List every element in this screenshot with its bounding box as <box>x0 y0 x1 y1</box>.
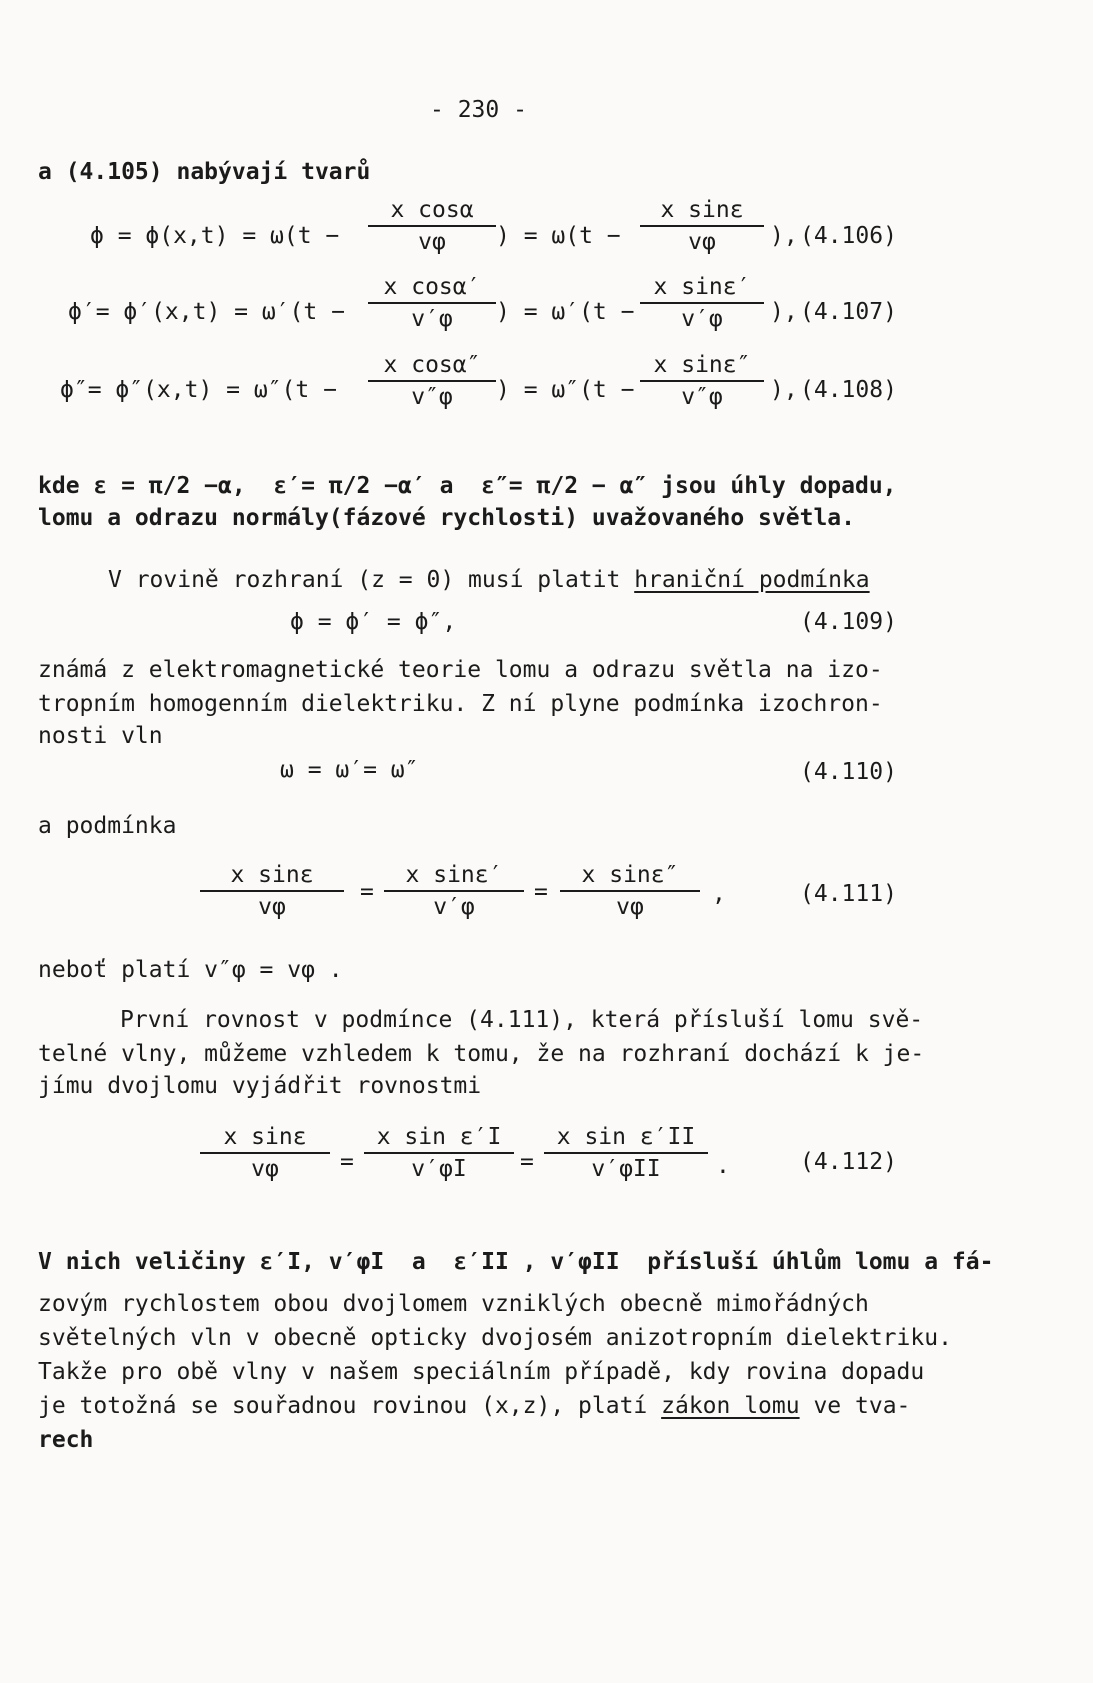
eq111-number: (4.111) <box>800 881 897 907</box>
eq110-expression: ω = ω′= ω″ <box>280 757 419 783</box>
eq112-f3-numerator: x sin ε′II <box>556 1124 696 1150</box>
eq109-expression: ϕ = ϕ′ = ϕ″, <box>290 609 457 635</box>
nebot-line: neboť platí v″φ = vφ . <box>38 957 343 983</box>
eq107-f1-numerator: x cosα′ <box>383 274 481 300</box>
prvni-line-3: jímu dvojlomu vyjádřit rovnostmi <box>38 1073 482 1099</box>
znama-line-1: známá z elektromagnetické teorie lomu a odrazu světla na izo- <box>38 657 883 683</box>
eq108-f2-numerator: x sinε″ <box>653 352 751 378</box>
eq112-end: . <box>716 1153 730 1179</box>
eq106-f2-numerator: x sinε <box>660 197 744 223</box>
eq108-f1-denominator: v″φ <box>411 384 453 410</box>
znama-line-3: nosti vln <box>38 723 163 749</box>
eq106-middle: ) = ω(t − <box>496 223 621 249</box>
fraction-bar <box>640 225 764 227</box>
page-number: - 230 - <box>430 97 527 123</box>
vnich-line-3: světelných vln v obecně opticky dvojosém anizotropním dielektriku. <box>38 1325 952 1351</box>
eq107-f2-numerator: x sinε′ <box>653 274 751 300</box>
prvni-line-2: telné vlny, můžeme vzhledem k tomu, že na rozhraní dochází k je- <box>38 1041 925 1067</box>
eq112-f1-denominator: vφ <box>251 1156 279 1182</box>
eq112-f2-numerator: x sin ε′I <box>376 1124 502 1150</box>
eq107-end: ), <box>770 299 798 325</box>
eq106-lhs: ϕ = ϕ(x,t) = ω(t − <box>90 223 340 249</box>
eq112-number: (4.112) <box>800 1149 897 1175</box>
eq111-end: , <box>712 881 726 907</box>
fraction-bar <box>544 1152 708 1154</box>
eq106-fraction-1 <box>368 197 496 255</box>
rovine-text: V rovině rozhraní (z = 0) musí platit <box>108 567 635 593</box>
vnich-line-5-start: je totožná se souřadnou rovinou (x,z), platí <box>38 1393 662 1419</box>
eq112-equals-1: = <box>340 1149 354 1175</box>
eq112-fraction-3 <box>544 1124 708 1182</box>
eq111-f2-numerator: x sinε′ <box>405 862 503 888</box>
fraction-bar <box>368 225 496 227</box>
eq107-lhs: ϕ′= ϕ′(x,t) = ω′(t − <box>68 299 345 325</box>
zakon-lomu-term: zákon lomu <box>661 1393 800 1419</box>
eq108-f2-denominator: v″φ <box>681 384 723 410</box>
eq111-fraction-3 <box>560 862 700 920</box>
fraction-bar <box>364 1152 514 1154</box>
fraction-bar <box>368 380 496 382</box>
eq108-lhs: ϕ″= ϕ″(x,t) = ω″(t − <box>60 377 337 403</box>
eq108-number: (4.108) <box>800 377 897 403</box>
eq110-number: (4.110) <box>800 759 897 785</box>
eq112-fraction-1 <box>200 1124 330 1182</box>
fraction-bar <box>640 302 764 304</box>
eq107-f1-denominator: v′φ <box>411 306 453 332</box>
vnich-line-5 <box>38 1392 910 1420</box>
eq109-number: (4.109) <box>800 609 897 635</box>
eq111-fraction-2 <box>384 862 524 920</box>
hranicni-podminka-term: hraniční podmínka <box>634 567 870 593</box>
eq111-fraction-1 <box>200 862 344 920</box>
eq107-fraction-2 <box>640 274 764 332</box>
eq111-equals-2: = <box>534 879 548 905</box>
eq107-f2-denominator: v′φ <box>681 306 723 332</box>
znama-line-2: tropním homogenním dielektriku. Z ní plyne podmínka izochron- <box>38 691 883 717</box>
eq111-f1-numerator: x sinε <box>230 862 314 888</box>
fraction-bar <box>368 302 496 304</box>
eq108-f1-numerator: x cosα″ <box>383 352 481 378</box>
vnich-line-4: Takže pro obě vlny v našem speciálním případě, kdy rovina dopadu <box>38 1359 925 1385</box>
prvni-line-1: První rovnost v podmínce (4.111), která přísluší lomu svě- <box>120 1007 924 1033</box>
eq107-number: (4.107) <box>800 299 897 325</box>
fraction-bar <box>200 1152 330 1154</box>
kde-line-2: lomu a odrazu normály(fázové rychlosti) uvažovaného světla. <box>38 505 855 531</box>
eq111-f3-denominator: vφ <box>616 894 644 920</box>
eq112-equals-2: = <box>520 1149 534 1175</box>
eq112-fraction-2 <box>364 1124 514 1182</box>
eq111-f1-denominator: vφ <box>258 894 286 920</box>
vnich-line-2: zovým rychlostem obou dvojlomem vzniklých obecně mimořádných <box>38 1291 869 1317</box>
eq106-number: (4.106) <box>800 223 897 249</box>
eq111-f3-numerator: x sinε″ <box>581 862 679 888</box>
eq106-f1-numerator: x cosα <box>390 197 474 223</box>
intro-line: a (4.105) nabývají tvarů <box>38 159 371 185</box>
fraction-bar <box>560 890 700 892</box>
rovine-line <box>108 566 870 594</box>
eq108-fraction-2 <box>640 352 764 410</box>
vnich-line-6: rech <box>38 1427 94 1453</box>
kde-line-1: kde ε = π/2 −α, ε′= π/2 −α′ a ε″= π/2 − α″ jsou úhly dopadu, <box>38 473 897 499</box>
eq107-middle: ) = ω′(t − <box>496 299 635 325</box>
eq107-fraction-1 <box>368 274 496 332</box>
fraction-bar <box>384 890 524 892</box>
eq108-fraction-1 <box>368 352 496 410</box>
eq111-equals-1: = <box>360 879 374 905</box>
eq112-f2-denominator: v′φI <box>411 1156 467 1182</box>
podminka-line: a podmínka <box>38 813 177 839</box>
eq106-end: ), <box>770 223 798 249</box>
eq106-f2-denominator: vφ <box>688 229 716 255</box>
fraction-bar <box>640 380 764 382</box>
eq111-f2-denominator: v′φ <box>433 894 475 920</box>
eq112-f1-numerator: x sinε <box>223 1124 307 1150</box>
eq112-f3-denominator: v′φII <box>591 1156 661 1182</box>
eq106-f1-denominator: vφ <box>418 229 446 255</box>
vnich-line-5-end: ve tva- <box>799 1393 911 1419</box>
vnich-line-1: V nich veličiny ε′I, v′φI a ε′II , v′φII přísluší úhlům lomu a fá- <box>38 1249 994 1275</box>
eq108-end: ), <box>770 377 798 403</box>
eq108-middle: ) = ω″(t − <box>496 377 635 403</box>
fraction-bar <box>200 890 344 892</box>
eq106-fraction-2 <box>640 197 764 255</box>
